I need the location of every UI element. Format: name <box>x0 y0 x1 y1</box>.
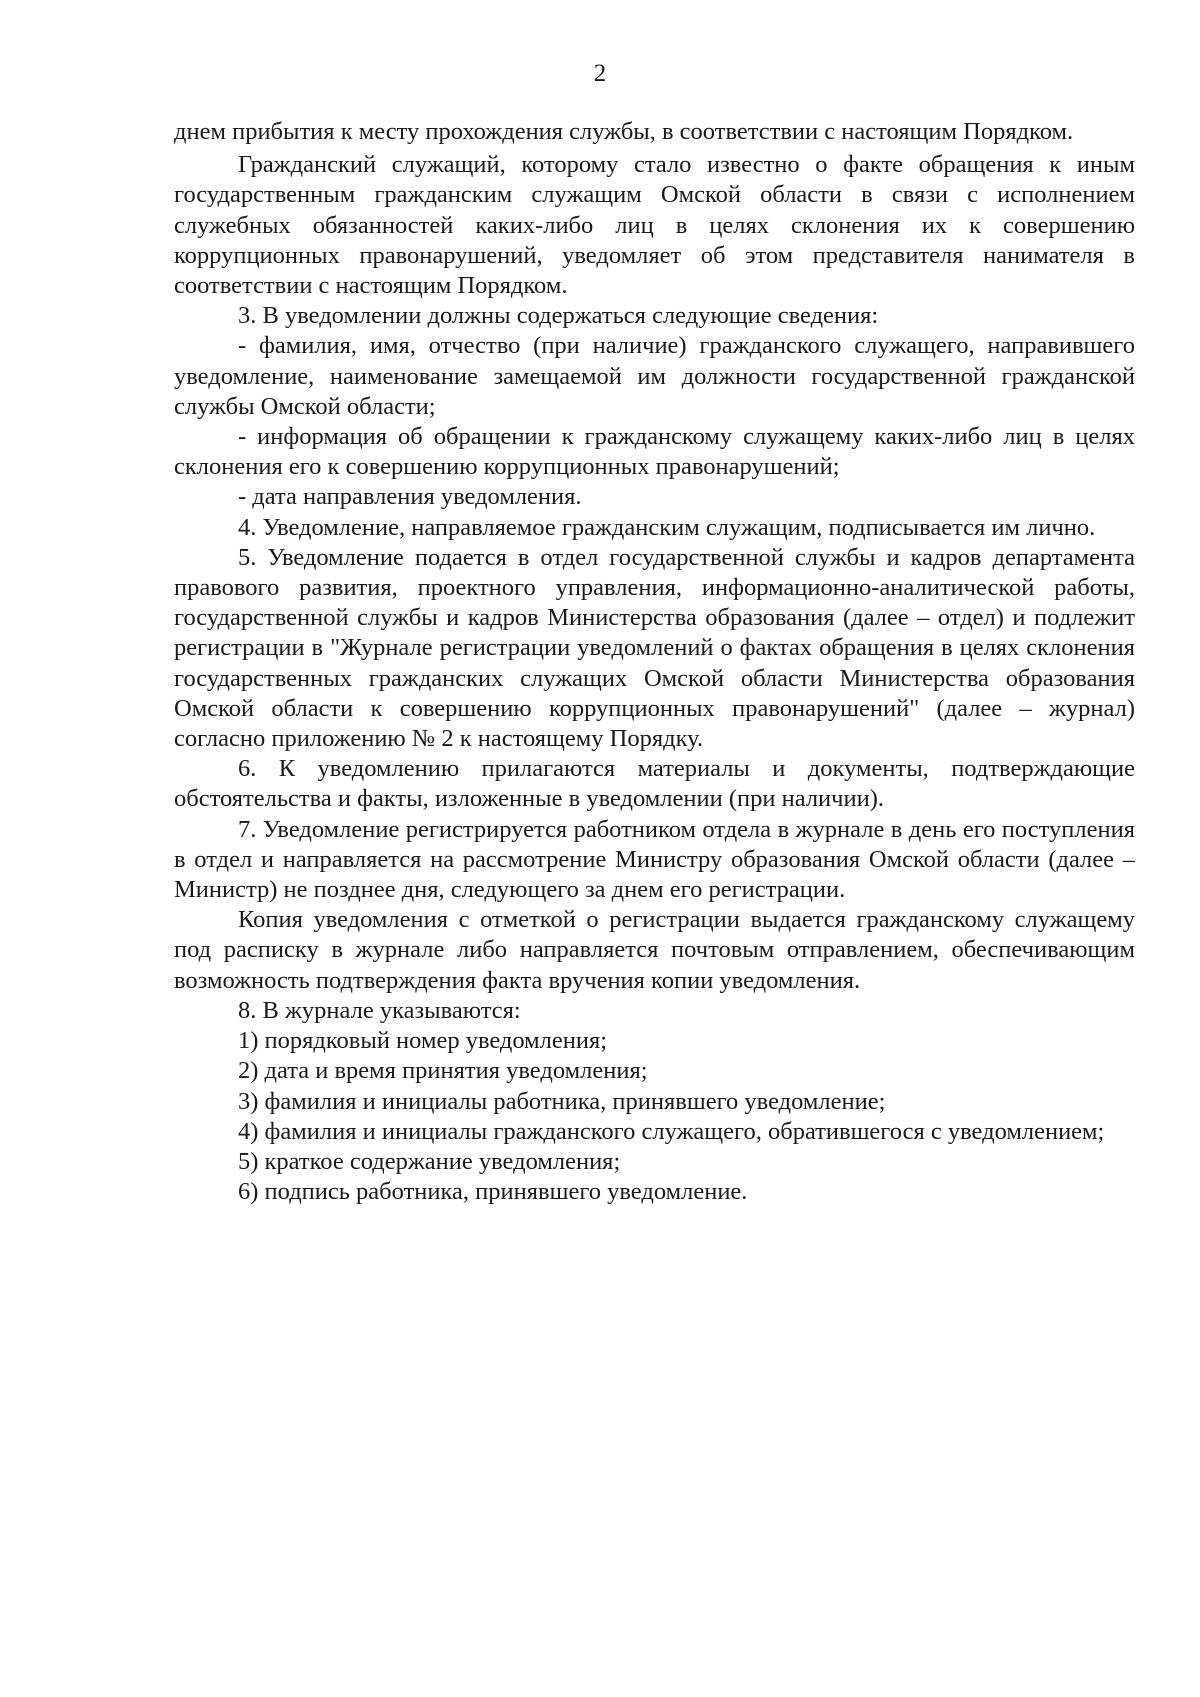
list-item: 6) подпись работника, принявшего уведомление. <box>238 1178 748 1206</box>
clause-4: 4. Уведомление, направляемое гражданским служащим, подписывается им лично. <box>238 513 1096 541</box>
page-number: 2 <box>593 60 607 87</box>
clause-3: 3. В уведомлении должны содержаться следующие сведения: <box>238 302 879 330</box>
document-body <box>174 117 1135 1207</box>
list-item: 4) фамилия и инициалы гражданского служащего, обратившегося с уведомлением; <box>238 1117 1105 1145</box>
list-item: - информация об обращении к гражданскому служащему каких-либо лиц в целях склонения его к совершению коррупционных правонарушений; <box>174 423 1135 481</box>
list-item: - дата направления уведомления. <box>238 483 582 511</box>
list-item: - фамилия, имя, отчество (при наличие) гражданского служащего, направившего уведомление, наименование замещаемой им должности государственной гражданской службы Омской области; <box>174 332 1135 420</box>
list-item: 5) краткое содержание уведомления; <box>238 1147 621 1175</box>
paragraph: Гражданский служащий, которому стало известно о факте обращения к иным государственным гражданским служащим Омской области в связи с исполнением служебных обязанностей каких-либо лиц в целях склонения их к совершению коррупционных правонарушений, уведомляет об этом представителя нанимателя в соответствии с настоящим Порядком. <box>174 151 1135 300</box>
list-item: 3) фамилия и инициалы работника, принявшего уведомление; <box>238 1087 886 1115</box>
clause-5: 5. Уведомление подается в отдел государственной службы и кадров департамента правового развития, проектного управления, информационно-аналитической работы, государственной службы и кадров Министерства образования (далее – отдел) и подлежит регистрации в "Журнале регистрации уведомлений о фактах обращения в целях склонения государственных гражданских служащих Омской области Министерства образования Омской области к совершению коррупционных правонарушений" (далее – журнал) согласно приложению № 2 к настоящему Порядку. <box>174 543 1135 753</box>
clause-8: 8. В журнале указываются: <box>238 996 521 1024</box>
paragraph-continuation: днем прибытия к месту прохождения службы, в соответствии с настоящим Порядком. <box>174 118 1074 145</box>
clause-6: 6. К уведомлению прилагаются материалы и документы, подтверждающие обстоятельства и факты, изложенные в уведомлении (при наличии). <box>174 755 1135 813</box>
paragraph: Копия уведомления с отметкой о регистрации выдается гражданскому служащему под расписку в журнале либо направляется почтовым отправлением, обеспечивающим возможность подтверждения факта вручения копии уведомления. <box>174 906 1135 994</box>
list-item: 2) дата и время принятия уведомления; <box>238 1057 648 1085</box>
clause-7: 7. Уведомление регистрируется работником отдела в журнале в день его поступления в отдел и направляется на рассмотрение Министру образования Омской области (далее – Министр) не позднее дня, следующего за днем его регистрации. <box>174 815 1135 904</box>
list-item: 1) порядковый номер уведомления; <box>238 1027 608 1055</box>
